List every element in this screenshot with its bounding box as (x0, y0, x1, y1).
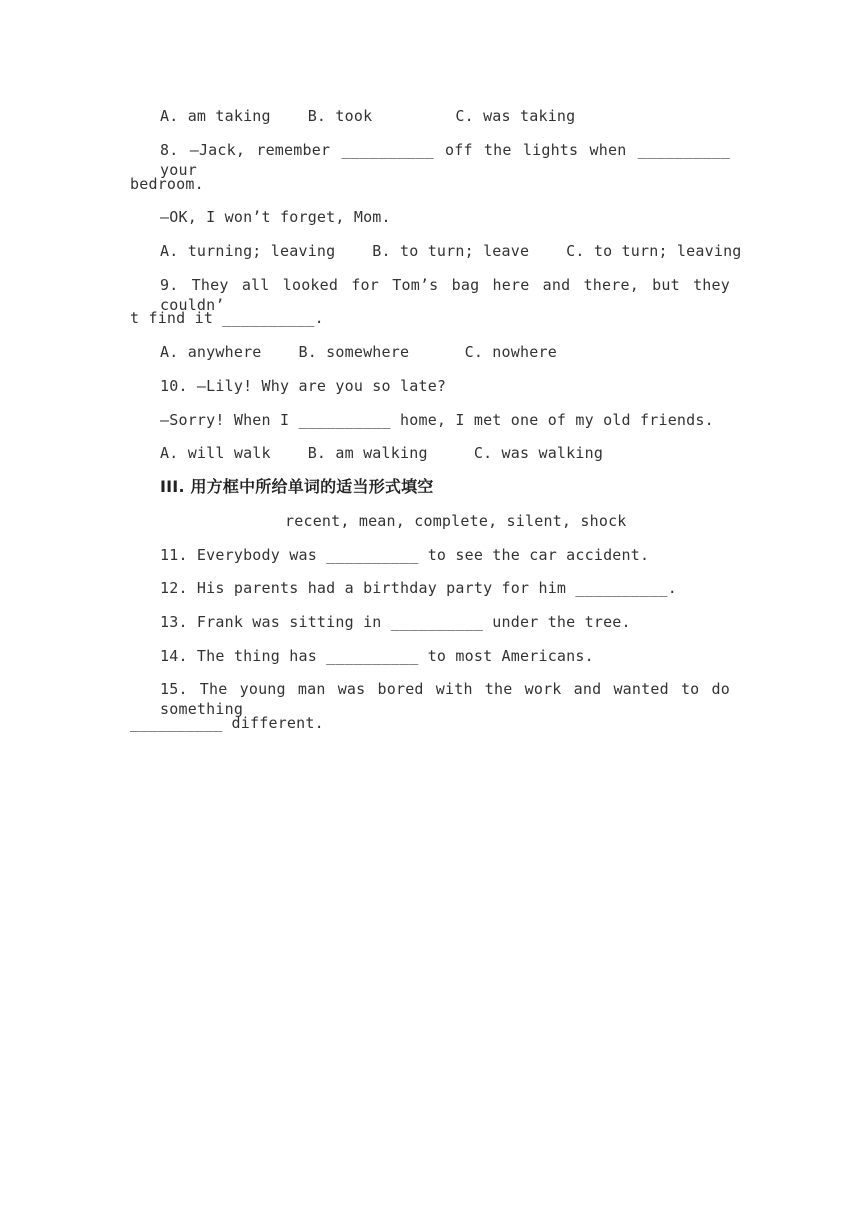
section-heading: III. 用方框中所给单词的适当形式填空 (160, 477, 434, 496)
q13-question: 13. Frank was sitting in __________ under the tree. (160, 613, 631, 631)
q8-question-line1: 8. —Jack, remember __________ off the lights when __________ your (160, 141, 730, 179)
q8-reply: —OK, I won’t forget, Mom. (160, 208, 391, 226)
q9-question-line2: t find it __________. (130, 309, 324, 327)
q11-question: 11. Everybody was __________ to see the car accident. (160, 546, 650, 564)
q14-question: 14. The thing has __________ to most Americans. (160, 647, 594, 665)
word-box: recent, mean, complete, silent, shock (285, 512, 627, 530)
q7-options: A. am taking B. took C. was taking (160, 107, 576, 125)
q8-options: A. turning; leaving B. to turn; leave C. to turn; leaving (160, 242, 742, 260)
q9-options: A. anywhere B. somewhere C. nowhere (160, 343, 557, 361)
q10-question-line1: 10. —Lily! Why are you so late? (160, 377, 447, 395)
q10-question-line2: —Sorry! When I __________ home, I met one of my old friends. (160, 411, 714, 429)
q8-question-line2: bedroom. (130, 175, 204, 193)
q12-question: 12. His parents had a birthday party for him __________. (160, 579, 677, 597)
q15-question-line2: __________ different. (130, 714, 324, 732)
q15-question-line1: 15. The young man was bored with the work and wanted to do something (160, 680, 730, 718)
q9-question-line1: 9. They all looked for Tom’s bag here and there, but they couldn’ (160, 276, 730, 314)
q10-options: A. will walk B. am walking C. was walking (160, 444, 604, 462)
